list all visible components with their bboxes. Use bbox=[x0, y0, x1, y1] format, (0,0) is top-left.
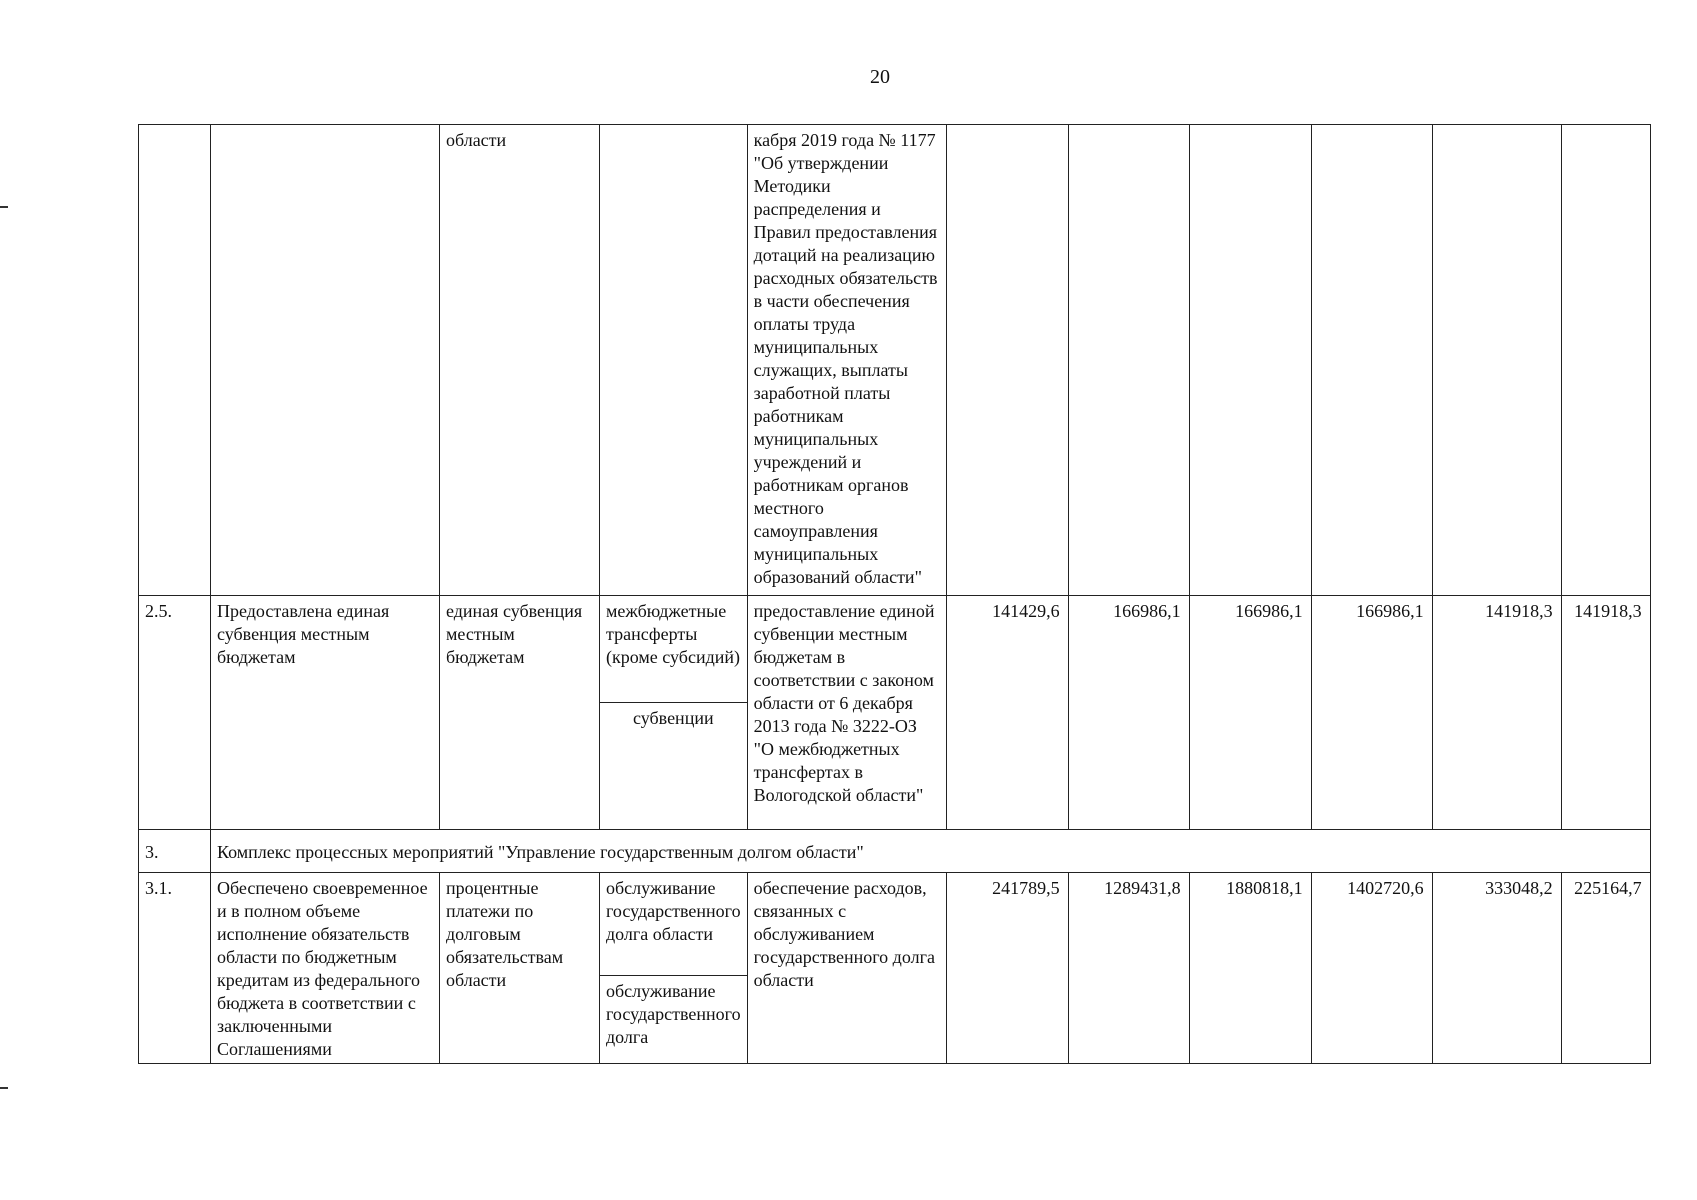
value-cell: 1402720,6 bbox=[1311, 873, 1432, 1064]
table-cell bbox=[1432, 125, 1561, 596]
kind-cell: обслуживание государственного долга bbox=[600, 976, 748, 1064]
kind-cell: межбюджетные трансферты (кроме субсидий) bbox=[600, 596, 748, 703]
kind-cell: обслуживание государственного долга области bbox=[600, 873, 748, 976]
table-cell bbox=[1561, 125, 1650, 596]
margin-mark bbox=[0, 1087, 8, 1089]
table-cell bbox=[211, 125, 440, 596]
table-cell bbox=[139, 125, 211, 596]
table-cell bbox=[1189, 125, 1311, 596]
table-cell bbox=[1311, 125, 1432, 596]
result-cell: Предоставлена единая субвенция местным бюджетам bbox=[211, 596, 440, 830]
value-cell: 166986,1 bbox=[1311, 596, 1432, 830]
table-cell: области bbox=[440, 125, 600, 596]
type-cell: единая субвенция местным бюджетам bbox=[440, 596, 600, 830]
value-cell: 141429,6 bbox=[946, 596, 1068, 830]
basis-cell: предоставление единой субвенции местным бюджетам в соответствии с законом области от 6 декабря 2013 года № 3222-ОЗ "О межбюджетных трансфертах в Вологодской области" bbox=[747, 596, 946, 830]
type-cell: процентные платежи по долговым обязательствам области bbox=[440, 873, 600, 1064]
page-number: 20 bbox=[870, 66, 890, 88]
table-row bbox=[139, 873, 1651, 976]
table-cell: кабря 2019 года № 1177 "Об утверждении Методики распределения и Правил предоставления дотаций на реализацию расходных обязательств в части обеспечения оплаты труда муниципальных служащих, выплаты заработной платы работникам муниципальных учреждений и работникам органов местного самоуправления муниципальных образований области" bbox=[747, 125, 946, 596]
value-cell: 166986,1 bbox=[1189, 596, 1311, 830]
value-cell: 141918,3 bbox=[1432, 596, 1561, 830]
value-cell: 141918,3 bbox=[1561, 596, 1650, 830]
table-row bbox=[139, 830, 1651, 873]
section-title: Комплекс процессных мероприятий "Управление государственным долгом области" bbox=[211, 830, 1651, 873]
value-cell: 333048,2 bbox=[1432, 873, 1561, 1064]
value-cell: 1289431,8 bbox=[1068, 873, 1189, 1064]
value-cell: 225164,7 bbox=[1561, 873, 1650, 1064]
row-number: 3. bbox=[139, 830, 211, 873]
table-cell bbox=[1068, 125, 1189, 596]
table-cell bbox=[600, 125, 748, 596]
program-table bbox=[138, 124, 1651, 1064]
basis-cell: обеспечение расходов, связанных с обслуживанием государственного долга области bbox=[747, 873, 946, 1064]
row-number: 3.1. bbox=[139, 873, 211, 1064]
row-number: 2.5. bbox=[139, 596, 211, 830]
value-cell: 166986,1 bbox=[1068, 596, 1189, 830]
result-cell: Обеспечено своевременное и в полном объеме исполнение обязательств области по бюджетным кредитам из федерального бюджета в соответствии с заключенными Соглашениями bbox=[211, 873, 440, 1064]
kind-cell: субвенции bbox=[600, 703, 748, 830]
table-cell bbox=[946, 125, 1068, 596]
table-row bbox=[139, 596, 1651, 703]
margin-mark bbox=[0, 206, 8, 208]
value-cell: 1880818,1 bbox=[1189, 873, 1311, 1064]
table-row bbox=[139, 125, 1651, 596]
value-cell: 241789,5 bbox=[946, 873, 1068, 1064]
